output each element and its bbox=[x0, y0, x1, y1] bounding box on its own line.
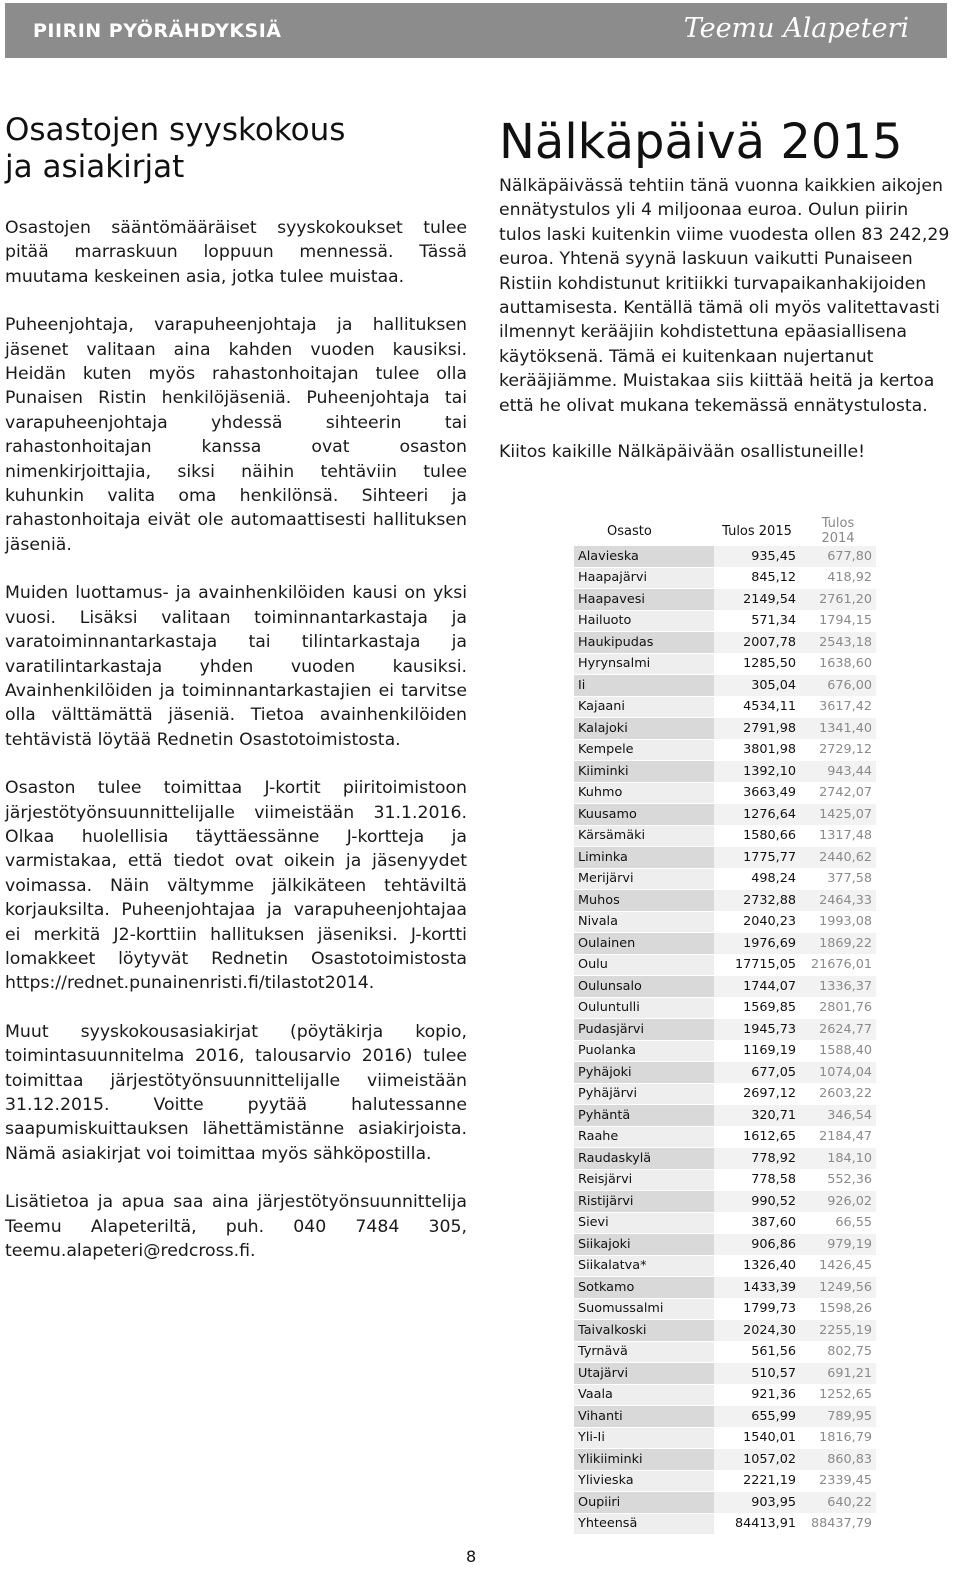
cell-osasto: Ii bbox=[574, 675, 714, 697]
cell-tulos-2014: 860,83 bbox=[800, 1449, 876, 1471]
cell-osasto: Sotkamo bbox=[574, 1277, 714, 1299]
cell-tulos-2014: 943,44 bbox=[800, 761, 876, 783]
cell-tulos-2015: 1326,40 bbox=[714, 1255, 800, 1277]
results-table-wrapper bbox=[574, 516, 876, 1535]
cell-tulos-2015: 1976,69 bbox=[714, 933, 800, 955]
cell-osasto: Vihanti bbox=[574, 1406, 714, 1428]
cell-osasto: Tyrnävä bbox=[574, 1341, 714, 1363]
cell-osasto: Oupiiri bbox=[574, 1492, 714, 1514]
cell-tulos-2015: 305,04 bbox=[714, 675, 800, 697]
table-row bbox=[574, 675, 876, 697]
cell-osasto: Hailuoto bbox=[574, 610, 714, 632]
cell-tulos-2014: 2440,62 bbox=[800, 847, 876, 869]
table-row bbox=[574, 976, 876, 998]
cell-tulos-2015: 1540,01 bbox=[714, 1427, 800, 1449]
cell-osasto: Hyrynsalmi bbox=[574, 653, 714, 675]
cell-osasto: Puolanka bbox=[574, 1040, 714, 1062]
cell-osasto: Kempele bbox=[574, 739, 714, 761]
cell-osasto: Siikajoki bbox=[574, 1234, 714, 1256]
cell-tulos-2014: 1816,79 bbox=[800, 1427, 876, 1449]
cell-osasto: Pyhäjärvi bbox=[574, 1083, 714, 1105]
cell-osasto: Pyhäjoki bbox=[574, 1062, 714, 1084]
left-title-line1: Osastojen syyskokous bbox=[5, 112, 346, 148]
cell-tulos-2015: 2024,30 bbox=[714, 1320, 800, 1342]
cell-tulos-2015: 84413,91 bbox=[714, 1513, 800, 1535]
table-row bbox=[574, 1320, 876, 1342]
cell-tulos-2014: 346,54 bbox=[800, 1105, 876, 1127]
cell-tulos-2014: 1336,37 bbox=[800, 976, 876, 998]
table-row bbox=[574, 546, 876, 567]
cell-osasto: Oulu bbox=[574, 954, 714, 976]
table-row bbox=[574, 589, 876, 611]
cell-tulos-2015: 17715,05 bbox=[714, 954, 800, 976]
table-row bbox=[574, 911, 876, 933]
cell-tulos-2015: 1799,73 bbox=[714, 1298, 800, 1320]
cell-osasto: Pyhäntä bbox=[574, 1105, 714, 1127]
table-row bbox=[574, 1492, 876, 1514]
cell-osasto: Sievi bbox=[574, 1212, 714, 1234]
cell-tulos-2014: 184,10 bbox=[800, 1148, 876, 1170]
cell-tulos-2015: 1775,77 bbox=[714, 847, 800, 869]
left-paragraph: Muut syyskokousasiakirjat (pöytäkirja kopio, toimintasuunnitelma 2016, talousarvio 2016) tulee toimittaa järjestötyönsuunnittelijalle viimeistään 31.12.2015. Voitte pyytää halutessanne saapumiskuittauksen lähettämistänne asiakirjoista. Nämä asiakirjat voi toimittaa myös sähköpostilla. bbox=[5, 1021, 467, 1164]
cell-tulos-2014: 1993,08 bbox=[800, 911, 876, 933]
left-title-line2: ja asiakirjat bbox=[5, 149, 185, 185]
cell-osasto: Raudaskylä bbox=[574, 1148, 714, 1170]
cell-tulos-2014: 3617,42 bbox=[800, 696, 876, 718]
cell-tulos-2014: 552,36 bbox=[800, 1169, 876, 1191]
cell-tulos-2014: 677,80 bbox=[800, 546, 876, 567]
cell-tulos-2014: 1638,60 bbox=[800, 653, 876, 675]
table-row bbox=[574, 1105, 876, 1127]
cell-osasto: Kalajoki bbox=[574, 718, 714, 740]
left-paragraph: Puheenjohtaja, varapuheenjohtaja ja hallituksen jäsenet valitaan aina kahden vuoden kausiksi. Heidän kuten myös rahastonhoitajan tulee olla Punaisen Ristin henkilöjäseniä. Puheenjohtaja tai varapuheenjohtaja yhdessä sihteerin tai rahastonhoitajan kanssa ovat osaston nimenkirjoittajia, siksi näihin tehtäviin tulee kuhunkin valita oma henkilönsä. Sihteeri ja rahastonhoitaja eivät ole automaattisesti hallituksen jäseniä. bbox=[5, 315, 467, 555]
table-row bbox=[574, 1255, 876, 1277]
author-name: Teemu Alapeteri bbox=[683, 13, 909, 44]
cell-tulos-2014: 979,19 bbox=[800, 1234, 876, 1256]
cell-tulos-2014: 66,55 bbox=[800, 1212, 876, 1234]
cell-tulos-2015: 1285,50 bbox=[714, 653, 800, 675]
table-row bbox=[574, 1212, 876, 1234]
cell-tulos-2015: 1580,66 bbox=[714, 825, 800, 847]
table-row bbox=[574, 954, 876, 976]
cell-osasto: Kuusamo bbox=[574, 804, 714, 826]
table-row bbox=[574, 1363, 876, 1385]
cell-tulos-2014: 418,92 bbox=[800, 567, 876, 589]
table-row bbox=[574, 1277, 876, 1299]
cell-tulos-2015: 935,45 bbox=[714, 546, 800, 567]
cell-tulos-2014: 2603,22 bbox=[800, 1083, 876, 1105]
cell-tulos-2015: 2149,54 bbox=[714, 589, 800, 611]
cell-osasto: Kuhmo bbox=[574, 782, 714, 804]
left-paragraph: Osastojen sääntömääräiset syyskokoukset tulee pitää marraskuun loppuun mennessä. Tässä muutama keskeinen asia, jotka tulee muistaa. bbox=[5, 218, 467, 287]
cell-osasto: Yli-Ii bbox=[574, 1427, 714, 1449]
cell-tulos-2014: 676,00 bbox=[800, 675, 876, 697]
cell-tulos-2015: 778,58 bbox=[714, 1169, 800, 1191]
cell-tulos-2015: 3663,49 bbox=[714, 782, 800, 804]
cell-tulos-2015: 1392,10 bbox=[714, 761, 800, 783]
cell-tulos-2015: 2697,12 bbox=[714, 1083, 800, 1105]
table-row bbox=[574, 718, 876, 740]
table-row bbox=[574, 1470, 876, 1492]
cell-tulos-2014: 2801,76 bbox=[800, 997, 876, 1019]
cell-tulos-2014: 1794,15 bbox=[800, 610, 876, 632]
table-row bbox=[574, 847, 876, 869]
table-row bbox=[574, 782, 876, 804]
cell-tulos-2014: 2729,12 bbox=[800, 739, 876, 761]
cell-tulos-2014: 802,75 bbox=[800, 1341, 876, 1363]
table-row bbox=[574, 632, 876, 654]
cell-tulos-2014: 2624,77 bbox=[800, 1019, 876, 1041]
cell-osasto: Yhteensä bbox=[574, 1513, 714, 1535]
table-row bbox=[574, 653, 876, 675]
cell-tulos-2015: 2791,98 bbox=[714, 718, 800, 740]
cell-tulos-2015: 655,99 bbox=[714, 1406, 800, 1428]
cell-tulos-2014: 88437,79 bbox=[800, 1513, 876, 1535]
cell-osasto: Ristijärvi bbox=[574, 1191, 714, 1213]
table-row bbox=[574, 1083, 876, 1105]
cell-osasto: Ylivieska bbox=[574, 1470, 714, 1492]
table-row bbox=[574, 1298, 876, 1320]
table-row bbox=[574, 1449, 876, 1471]
table-row bbox=[574, 567, 876, 589]
cell-osasto: Alavieska bbox=[574, 546, 714, 567]
cell-tulos-2014: 1598,26 bbox=[800, 1298, 876, 1320]
cell-osasto: Raahe bbox=[574, 1126, 714, 1148]
cell-osasto: Reisjärvi bbox=[574, 1169, 714, 1191]
table-row bbox=[574, 1406, 876, 1428]
cell-tulos-2015: 2221,19 bbox=[714, 1470, 800, 1492]
right-paragraph: Nälkäpäivässä tehtiin tänä vuonna kaikkien aikojen ennätystulos yli 4 miljoonaa euroa. Oulun piirin tulos laski kuitenkin viime vuodesta ollen 83 242,29 euroa. Yhtenä syynä laskuun vaikutti Punaiseen Ristiin kohdistunut kritiikki turvapaikanhakijoiden auttamisesta. Kentällä tämä oli myös valitettavasti ilmennyt kerääjiin kohdistettuna epäasiallisena käytöksenä. Tämä ei kuitenkaan nujertanut kerääjiämme. Muistakaa siis kiittää heitä ja kertoa että he olivat mukana tekemässä ennätystulosta. bbox=[499, 176, 950, 416]
table-row bbox=[574, 868, 876, 890]
cell-tulos-2014: 1341,40 bbox=[800, 718, 876, 740]
cell-tulos-2015: 2040,23 bbox=[714, 911, 800, 933]
cell-osasto: Ylikiiminki bbox=[574, 1449, 714, 1471]
cell-osasto: Haapavesi bbox=[574, 589, 714, 611]
cell-tulos-2014: 377,58 bbox=[800, 868, 876, 890]
table-header-row bbox=[574, 516, 876, 546]
cell-osasto: Haapajärvi bbox=[574, 567, 714, 589]
cell-tulos-2014: 21676,01 bbox=[800, 954, 876, 976]
table-row bbox=[574, 1191, 876, 1213]
left-column bbox=[5, 112, 467, 1287]
cell-tulos-2015: 571,34 bbox=[714, 610, 800, 632]
cell-tulos-2014: 1252,65 bbox=[800, 1384, 876, 1406]
cell-tulos-2014: 2184,47 bbox=[800, 1126, 876, 1148]
table-row bbox=[574, 1126, 876, 1148]
cell-osasto: Nivala bbox=[574, 911, 714, 933]
column-header-tulos-2014: Tulos 2014 bbox=[800, 516, 876, 546]
left-paragraph: Osaston tulee toimittaa J-kortit piiritoimistoon järjestötyönsuunnittelijalle viimeistään 31.1.2016. Olkaa huolellisia täyttäessänne J-kortteja ja varmistakaa, että tiedot ovat oikein ja jäsenyydet voimassa. Näin vältymme jälkikäteen tehtäviltä korjauksilta. Puheenjohtajaa ja varapuheenjohtajaa ei merkitä J2-korttiin hallituksen jäseniksi. J-kortti lomakkeet löytyvät Rednetin Osastotoimistosta https://rednet.punainenristi.fi/tilastot2014. bbox=[5, 778, 467, 994]
cell-tulos-2014: 2255,19 bbox=[800, 1320, 876, 1342]
cell-osasto: Kiiminki bbox=[574, 761, 714, 783]
cell-osasto: Kajaani bbox=[574, 696, 714, 718]
table-row bbox=[574, 1341, 876, 1363]
cell-osasto: Siikalatva* bbox=[574, 1255, 714, 1277]
cell-tulos-2015: 1057,02 bbox=[714, 1449, 800, 1471]
cell-osasto: Oulunsalo bbox=[574, 976, 714, 998]
table-row bbox=[574, 825, 876, 847]
table-row bbox=[574, 1513, 876, 1535]
page-number: 8 bbox=[466, 1547, 477, 1566]
table-row bbox=[574, 739, 876, 761]
table-row bbox=[574, 804, 876, 826]
table-row bbox=[574, 997, 876, 1019]
cell-tulos-2015: 677,05 bbox=[714, 1062, 800, 1084]
table-row bbox=[574, 1062, 876, 1084]
right-column bbox=[499, 112, 951, 486]
cell-tulos-2014: 1317,48 bbox=[800, 825, 876, 847]
table-row bbox=[574, 1019, 876, 1041]
cell-tulos-2015: 1169,19 bbox=[714, 1040, 800, 1062]
cell-tulos-2014: 640,22 bbox=[800, 1492, 876, 1514]
cell-tulos-2015: 1744,07 bbox=[714, 976, 800, 998]
cell-tulos-2015: 903,95 bbox=[714, 1492, 800, 1514]
cell-tulos-2014: 1426,45 bbox=[800, 1255, 876, 1277]
cell-tulos-2014: 1869,22 bbox=[800, 933, 876, 955]
cell-osasto: Suomussalmi bbox=[574, 1298, 714, 1320]
thanks-paragraph: Kiitos kaikille Nälkäpäivään osallistuneille! bbox=[499, 442, 866, 463]
cell-tulos-2014: 926,02 bbox=[800, 1191, 876, 1213]
cell-tulos-2015: 2007,78 bbox=[714, 632, 800, 654]
cell-tulos-2014: 691,21 bbox=[800, 1363, 876, 1385]
cell-tulos-2015: 510,57 bbox=[714, 1363, 800, 1385]
cell-tulos-2015: 3801,98 bbox=[714, 739, 800, 761]
cell-tulos-2014: 1074,04 bbox=[800, 1062, 876, 1084]
section-title: PIIRIN PYÖRÄHDYKSIÄ bbox=[33, 20, 282, 42]
cell-tulos-2014: 2761,20 bbox=[800, 589, 876, 611]
cell-tulos-2015: 1945,73 bbox=[714, 1019, 800, 1041]
table-row bbox=[574, 1148, 876, 1170]
cell-tulos-2015: 1276,64 bbox=[714, 804, 800, 826]
cell-tulos-2015: 561,56 bbox=[714, 1341, 800, 1363]
cell-tulos-2014: 2339,45 bbox=[800, 1470, 876, 1492]
column-header-osasto: Osasto bbox=[574, 516, 714, 546]
cell-tulos-2015: 498,24 bbox=[714, 868, 800, 890]
table-row bbox=[574, 933, 876, 955]
cell-tulos-2015: 1569,85 bbox=[714, 997, 800, 1019]
left-paragraph: Muiden luottamus- ja avainhenkilöiden kausi on yksi vuosi. Lisäksi valitaan toiminnantarkastaja ja varatoiminnantarkastaja tai tilintarkastaja ja varatilintarkastaja yhden vuoden kausiksi. Avainhenkilöiden ja toiminnantarkastajien ei tarvitse olla välttämättä jäseniä. Tietoa avainhenkilöiden tehtävistä löytää Rednetin Osastotoimistosta. bbox=[5, 583, 467, 750]
cell-osasto: Merijärvi bbox=[574, 868, 714, 890]
cell-tulos-2015: 778,92 bbox=[714, 1148, 800, 1170]
table-row bbox=[574, 761, 876, 783]
table-row bbox=[574, 890, 876, 912]
cell-tulos-2014: 1588,40 bbox=[800, 1040, 876, 1062]
table-row bbox=[574, 1234, 876, 1256]
cell-tulos-2015: 906,86 bbox=[714, 1234, 800, 1256]
cell-tulos-2015: 1612,65 bbox=[714, 1126, 800, 1148]
cell-osasto: Taivalkoski bbox=[574, 1320, 714, 1342]
cell-osasto: Ouluntulli bbox=[574, 997, 714, 1019]
table-body bbox=[574, 546, 876, 1535]
cell-osasto: Haukipudas bbox=[574, 632, 714, 654]
cell-tulos-2015: 921,36 bbox=[714, 1384, 800, 1406]
cell-tulos-2015: 387,60 bbox=[714, 1212, 800, 1234]
table-row bbox=[574, 1427, 876, 1449]
column-header-tulos-2015: Tulos 2015 bbox=[714, 516, 800, 546]
cell-osasto: Muhos bbox=[574, 890, 714, 912]
cell-osasto: Vaala bbox=[574, 1384, 714, 1406]
right-article-title: Nälkäpäivä 2015 bbox=[499, 114, 903, 170]
cell-osasto: Oulainen bbox=[574, 933, 714, 955]
results-table bbox=[574, 516, 876, 1535]
cell-tulos-2015: 2732,88 bbox=[714, 890, 800, 912]
table-row bbox=[574, 1040, 876, 1062]
cell-tulos-2015: 320,71 bbox=[714, 1105, 800, 1127]
cell-osasto: Pudasjärvi bbox=[574, 1019, 714, 1041]
table-row bbox=[574, 696, 876, 718]
cell-tulos-2015: 4534,11 bbox=[714, 696, 800, 718]
page-header bbox=[5, 3, 947, 58]
left-article-title bbox=[5, 112, 467, 186]
table-row bbox=[574, 1169, 876, 1191]
cell-tulos-2015: 990,52 bbox=[714, 1191, 800, 1213]
cell-tulos-2015: 1433,39 bbox=[714, 1277, 800, 1299]
cell-tulos-2014: 1249,56 bbox=[800, 1277, 876, 1299]
cell-tulos-2014: 2543,18 bbox=[800, 632, 876, 654]
cell-tulos-2014: 2464,33 bbox=[800, 890, 876, 912]
cell-tulos-2014: 2742,07 bbox=[800, 782, 876, 804]
cell-tulos-2014: 1425,07 bbox=[800, 804, 876, 826]
cell-osasto: Utajärvi bbox=[574, 1363, 714, 1385]
table-row bbox=[574, 1384, 876, 1406]
cell-tulos-2015: 845,12 bbox=[714, 567, 800, 589]
cell-tulos-2014: 789,95 bbox=[800, 1406, 876, 1428]
cell-osasto: Kärsämäki bbox=[574, 825, 714, 847]
cell-osasto: Liminka bbox=[574, 847, 714, 869]
left-paragraph: Lisätietoa ja apua saa aina järjestötyönsuunnittelija Teemu Alapeteriltä, puh. 040 7484 305, teemu.alapeteri@redcross.fi. bbox=[5, 1192, 467, 1262]
table-row bbox=[574, 610, 876, 632]
